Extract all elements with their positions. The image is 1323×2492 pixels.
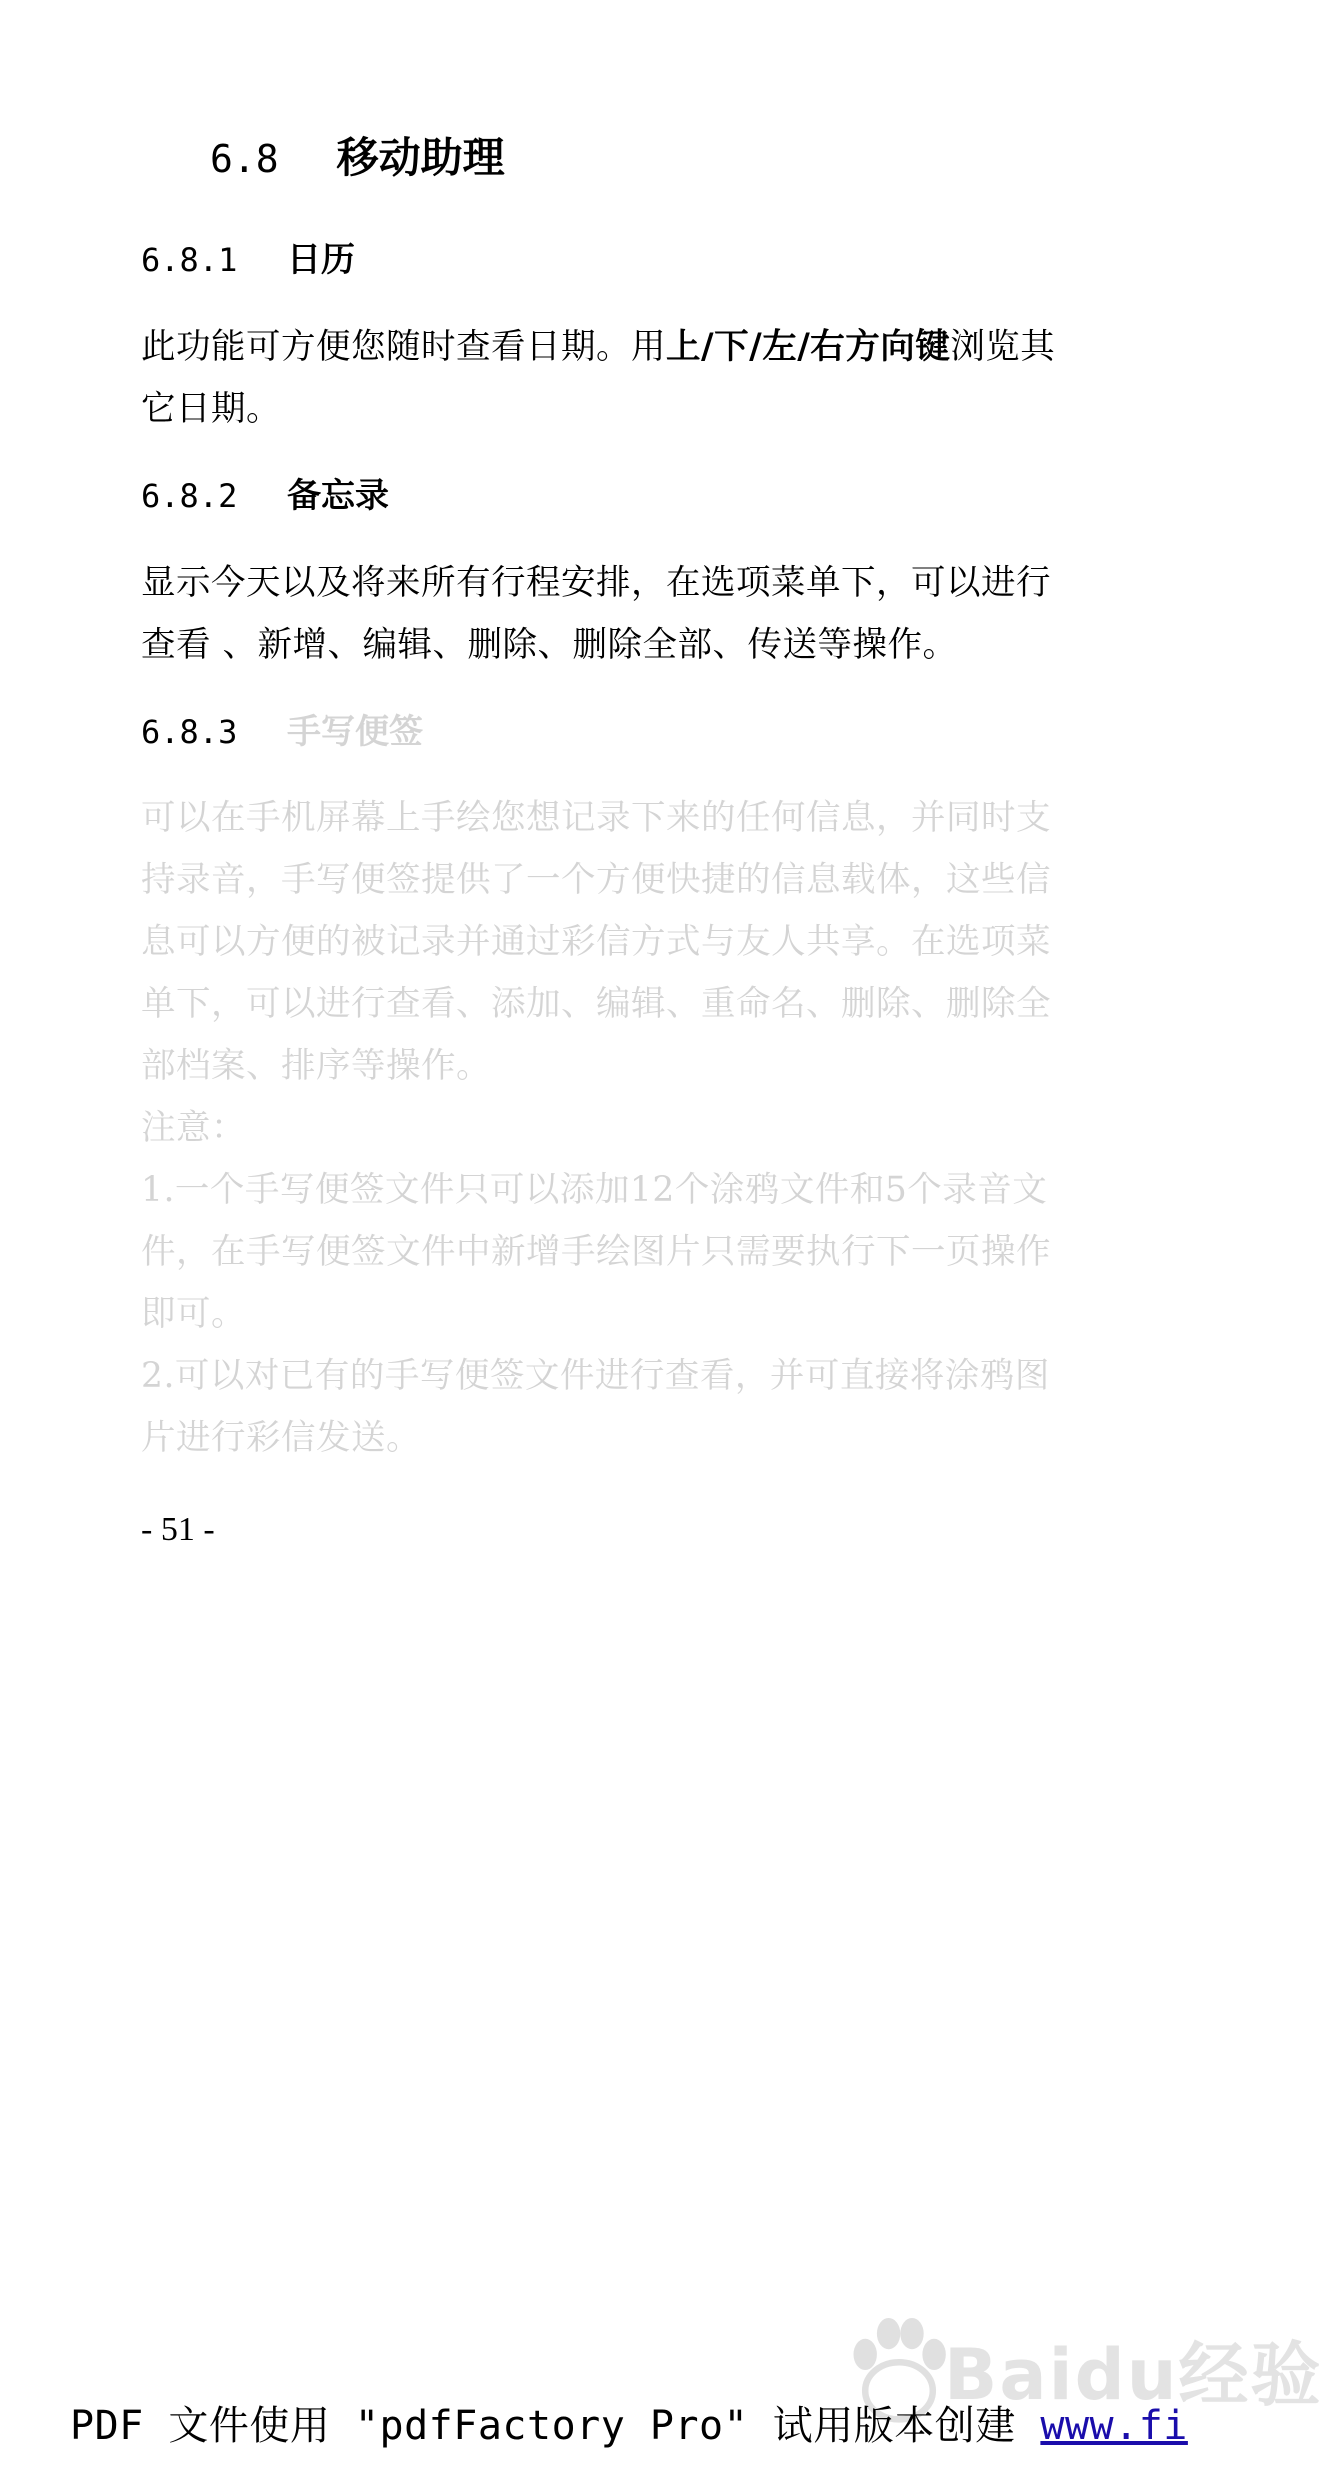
handwriting-paragraph: [141, 787, 1051, 1469]
section-number: 6.8: [210, 137, 279, 181]
subsection-number: 6.8.2: [141, 477, 238, 515]
calendar-paragraph: [141, 316, 1055, 440]
paragraph-line: 部档案、排序等操作。: [141, 1046, 491, 1086]
note-label: 注意：: [141, 1108, 246, 1148]
note-line: 即可。: [141, 1294, 246, 1334]
paragraph-line: 显示今天以及将来所有行程安排，在选项菜单下，可以进行: [141, 563, 1051, 603]
paragraph-line: 查看 、新增、编辑、删除、删除全部、传送等操作。: [141, 625, 958, 665]
subsection-heading-calendar: [141, 236, 355, 284]
paragraph-line: [141, 316, 1055, 378]
pdf-footer: [70, 2398, 1188, 2454]
footer-link[interactable]: www.fi: [1040, 2403, 1188, 2449]
page-number: - 51 -: [141, 1511, 215, 1548]
subsection-heading-handwriting: [141, 708, 423, 756]
text-run: 此功能可方便您随时查看日期。用: [141, 327, 666, 367]
subsection-number: 6.8.3: [141, 713, 238, 751]
subsection-title: 日历: [287, 240, 355, 280]
paragraph-line: 单下，可以进行查看、添加、编辑、重命名、删除、删除全: [141, 984, 1051, 1024]
note-line: 片进行彩信发送。: [141, 1418, 421, 1458]
section-heading: [210, 128, 505, 189]
watermark-text: Baidu经验: [944, 2334, 1323, 2416]
subsection-heading-memo: [141, 472, 389, 520]
subsection-title: 手写便签: [287, 712, 423, 752]
paragraph-line: 息可以方便的被记录并通过彩信方式与友人共享。在选项菜: [141, 922, 1051, 962]
direction-keys-text: 上/下/左/右方向键: [666, 327, 951, 367]
subsection-title: 备忘录: [287, 476, 389, 516]
memo-paragraph: [141, 552, 1051, 676]
paragraph-line: 可以在手机屏幕上手绘您想记录下来的任何信息，并同时支: [141, 798, 1051, 838]
note-line: 2.可以对已有的手写便签文件进行查看，并可直接将涂鸦图: [141, 1356, 1050, 1396]
note-line: 件，在手写便签文件中新增手绘图片只需要执行下一页操作: [141, 1232, 1051, 1272]
note-line: 1.一个手写便签文件只可以添加12个涂鸦文件和5个录音文: [141, 1170, 1048, 1210]
paragraph-line: 持录音，手写便签提供了一个方便快捷的信息载体，这些信: [141, 860, 1051, 900]
subsection-number: 6.8.1: [141, 241, 238, 279]
paragraph-line: 它日期。: [141, 389, 281, 429]
section-title: 移动助理: [336, 133, 505, 182]
text-run: 浏览其: [950, 327, 1056, 367]
footer-text: PDF 文件使用 "pdfFactory Pro" 试用版本创建: [70, 2403, 1041, 2449]
